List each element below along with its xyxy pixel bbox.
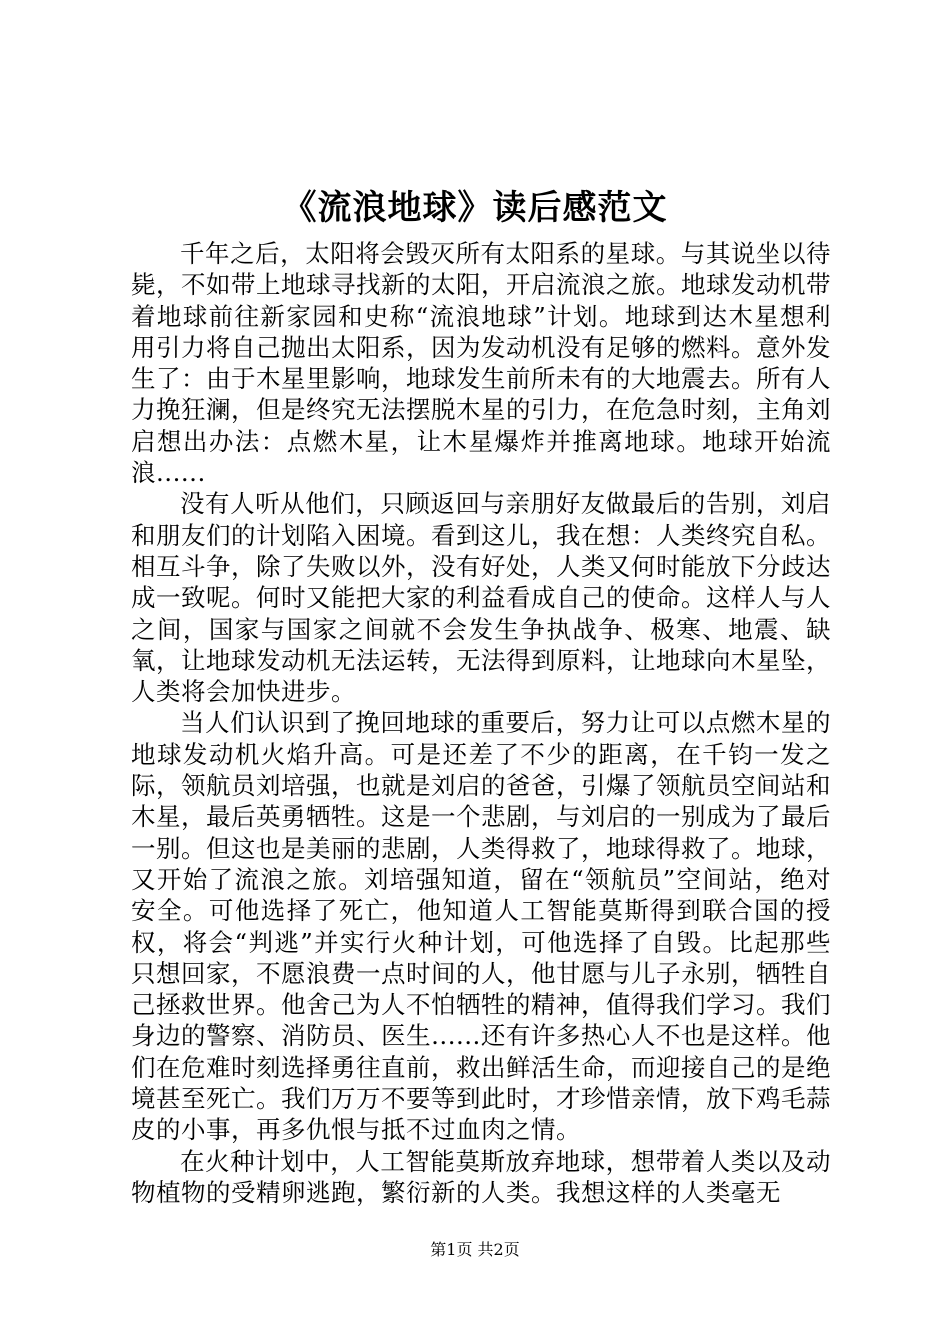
document-body — [131, 238, 831, 1208]
paragraph-2: 没有人听从他们，只顾返回与亲朋好友做最后的告别，刘启和朋友们的计划陷入困境。看到这儿，我在想：人类终究自私。相互斗争，除了失败以外，没有好处，人类又何时能放下分歧达成一致呢。何时又能把大家的利益看成自己的使命。这样人与人之间，国家与国家之间就不会发生争执战争、极寒、地震、缺氧，让地球发动机无法运转，无法得到原料，让地球向木星坠，人类将会加快进步。 — [131, 489, 831, 707]
paragraph-3: 当人们认识到了挽回地球的重要后，努力让可以点燃木星的地球发动机火焰升高。可是还差了不少的距离，在千钧一发之际，领航员刘培强，也就是刘启的爸爸，引爆了领航员空间站和木星，最后英勇牺牲。这是一个悲剧，与刘启的一别成为了最后一别。但这也是美丽的悲剧，人类得救了，地球得救了。地球，又开始了流浪之旅。刘培强知道，留在“领航员”空间站，绝对安全。可他选择了死亡，他知道人工智能莫斯得到联合国的授权，将会“判逃”并实行火种计划，可他选择了自毁。比起那些只想回家，不愿浪费一点时间的人，他甘愿与儿子永别，牺牲自己拯救世界。他舍己为人不怕牺牲的精神，值得我们学习。我们身边的警察、消防员、医生......还有许多热心人不也是这样。他们在危难时刻选择勇往直前，救出鲜活生命，而迎接自己的是绝境甚至死亡。我们万万不要等到此时，才珍惜亲情，放下鸡毛蒜皮的小事，再多仇恨与抵不过血肉之情。 — [131, 708, 831, 1145]
paragraph-4: 在火种计划中，人工智能莫斯放弃地球，想带着人类以及动物植物的受精卵逃跑，繁衍新的人类。我想这样的人类毫无 — [131, 1146, 831, 1207]
paragraph-1: 千年之后，太阳将会毁灭所有太阳系的星球。与其说坐以待毙，不如带上地球寻找新的太阳，开启流浪之旅。地球发动机带着地球前往新家园和史称“流浪地球”计划。地球到达木星想利用引力将自己抛出太阳系，因为发动机没有足够的燃料。意外发生了：由于木星里影响，地球发生前所未有的大地震去。所有人力挽狂澜，但是终究无法摆脱木星的引力，在危急时刻，主角刘启想出办法：点燃木星，让木星爆炸并推离地球。地球开始流浪...... — [131, 239, 831, 488]
page-number-footer: 第1页 共2页 — [430, 1240, 520, 1259]
document-title: 《流浪地球》读后感范文 — [282, 188, 668, 228]
